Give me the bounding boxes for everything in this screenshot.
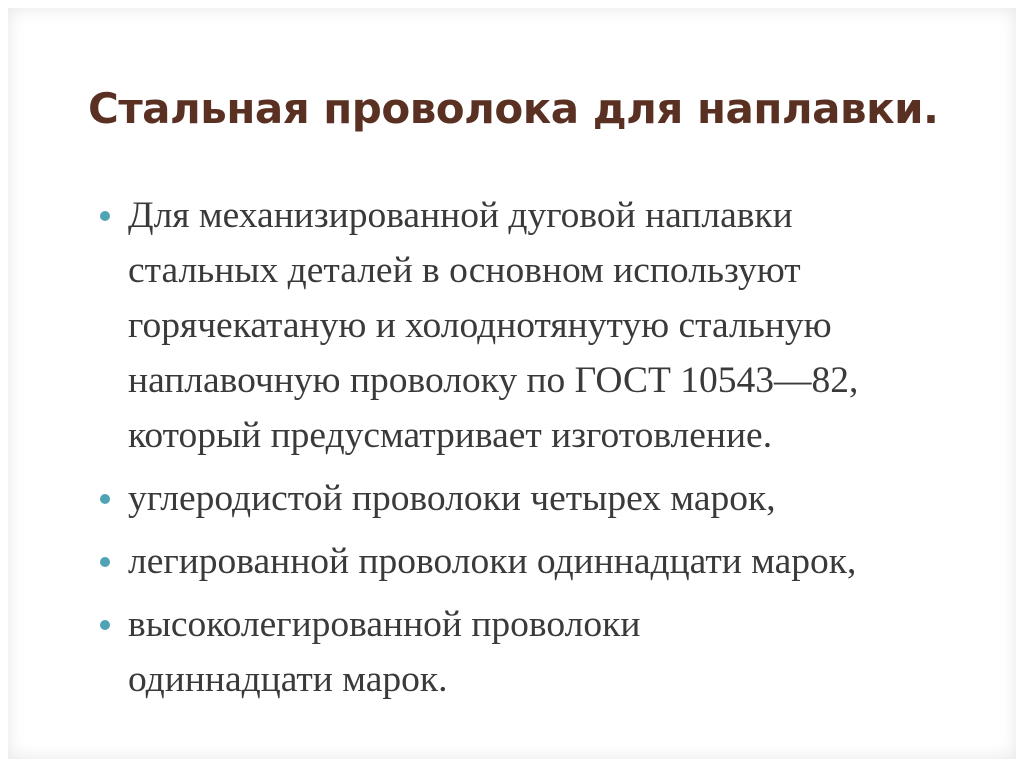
bullet-item xyxy=(100,188,940,463)
bullet-item xyxy=(100,597,940,707)
bullet-line: наплавочную проволоку по ГОСТ 10543—82, xyxy=(128,360,859,401)
bullet-line: который предусматривает изготовление. xyxy=(128,415,773,456)
bullet-line: горячекатаную и холоднотянутую стальную xyxy=(128,305,832,346)
bullet-dot-icon xyxy=(100,211,110,221)
slide-title: Стальная проволока для наплавки. xyxy=(88,84,939,133)
bullet-line: высоколегированной проволоки xyxy=(128,604,641,645)
bullet-line: стальных деталей в основном используют xyxy=(128,250,801,291)
bullet-dot-icon xyxy=(100,557,110,567)
bullet-dot-icon xyxy=(100,620,110,630)
bullet-line: углеродистой проволоки четырех марок, xyxy=(128,478,776,519)
bullet-line: Для механизированной дуговой наплавки xyxy=(128,195,793,236)
bullet-list xyxy=(100,188,940,715)
bullet-dot-icon xyxy=(100,494,110,504)
bullet-item xyxy=(100,471,940,526)
bullet-item xyxy=(100,534,940,589)
bullet-line: легированной проволоки одиннадцати марок, xyxy=(128,541,857,582)
bullet-line: одиннадцати марок. xyxy=(128,659,448,700)
